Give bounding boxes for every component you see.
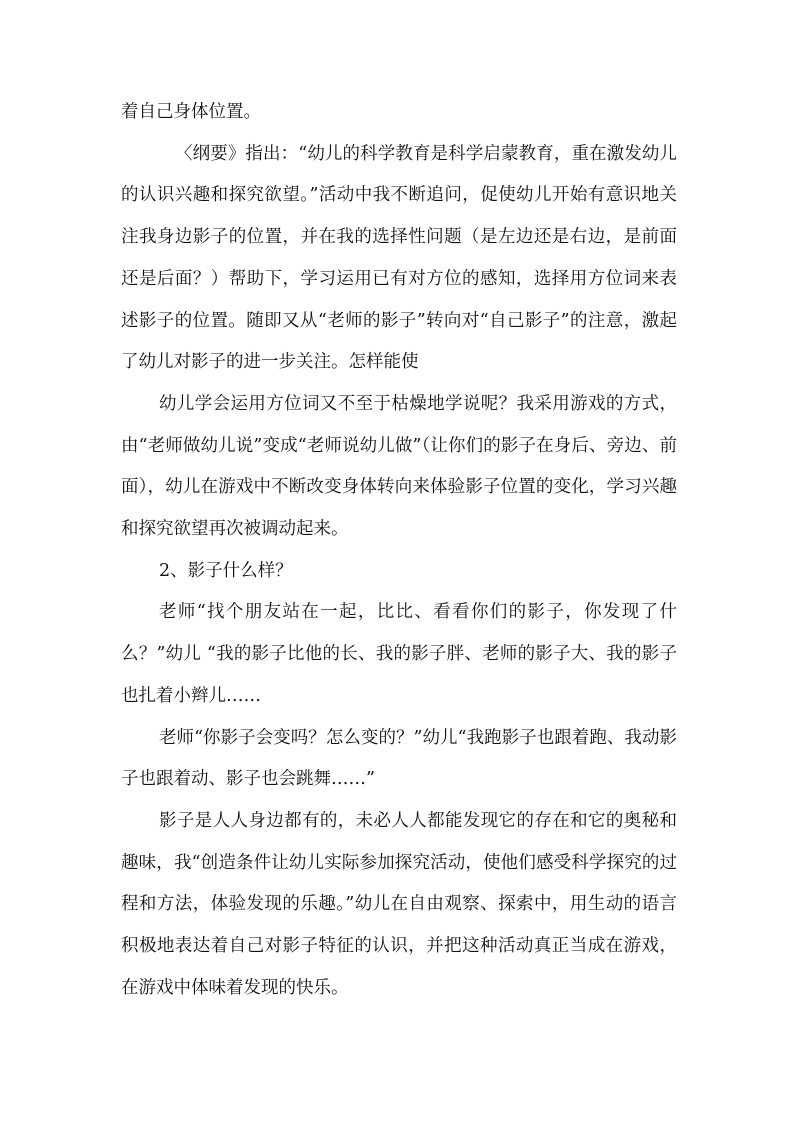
paragraph-game-method: 幼儿学会运用方位词又不至于枯燥地学说呢？我采用游戏的方式，由“老师做幼儿说”变成“老师说幼儿做”（让你们的影子在身后、旁边、前面），幼儿在游戏中不断改变身体转向来体验影子位置的变化，学习兴趣和探究欲望再次被调动起来。 [121,393,677,540]
document-body [121,92,677,1009]
paragraph-continuation: 着自己身体位置。 [121,102,261,122]
section-heading-shadow-shape: 2、影子什么样？ [159,560,293,581]
paragraph-dialogue-2: 老师“你影子会变吗？怎么变的？”幼儿“我跑影子也跟着跑、我动影子也跟着动、影子也会跳舞……” [121,727,677,790]
paragraph-dialogue-1: 老师“找个朋友站在一起，比比、看看你们的影子，你发现了什么？”幼儿 “我的影子比他的长、我的影子胖、老师的影子大、我的影子也扎着小辫儿…… [121,602,677,706]
paragraph-reflection: 影子是人人身边都有的，未必人人都能发现它的存在和它的奥秘和趣味，我“创造条件让幼儿实际参加探究活动，使他们感受科学探究的过程和方法，体验发现的乐趣。”幼儿在自由观察、探索中，用生动的语言积极地表达着自己对影子特征的认识，并把这种活动真正当成在游戏，在游戏中体味着发现的快乐。 [121,810,677,998]
paragraph-guideline-quote: 〈纲要》指出：“幼儿的科学教育是科学启蒙教育，重在激发幼儿的认识兴趣和探究欲望。”活动中我不断追问，促使幼儿开始有意识地关注我身边影子的位置，并在我的选择性问题（是左边还是右边，是前面还是后面？）帮助下，学习运用已有对方位的感知，选择用方位词来表述影子的位置。随即又从“老师的影子”转向对“自己影子”的注意，激起了幼儿对影子的进一步关注。怎样能使 [121,143,677,373]
